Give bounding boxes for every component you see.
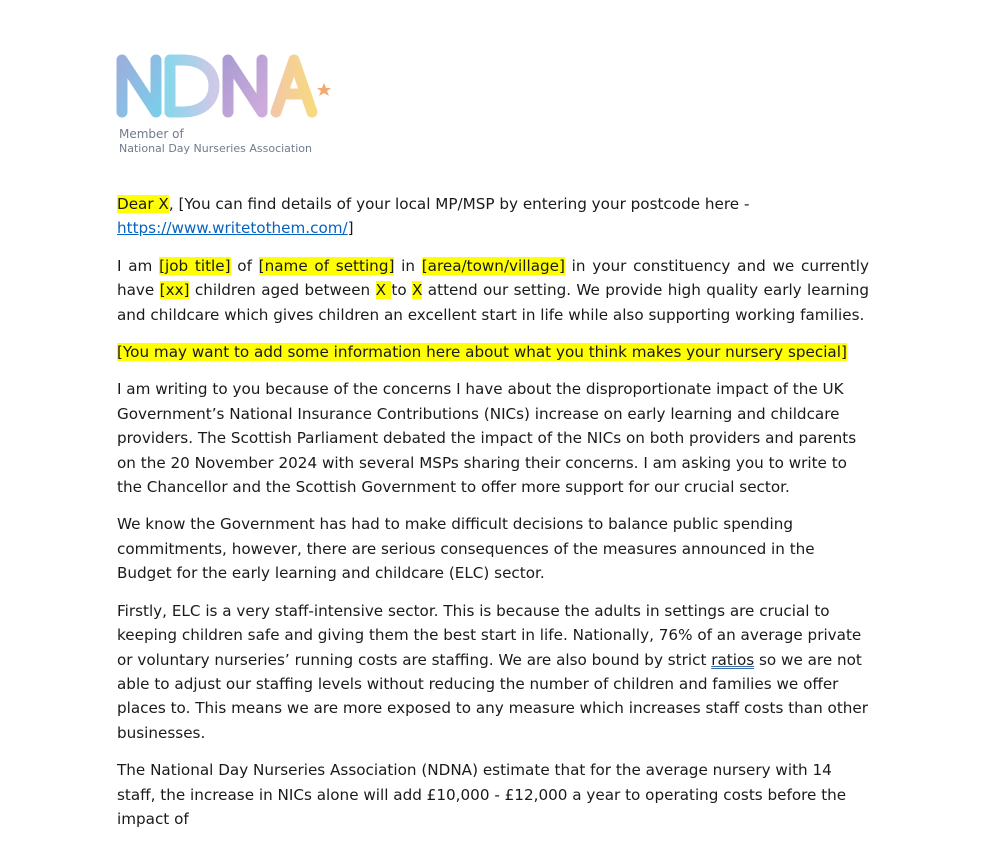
age-from-placeholder: X [375,281,392,300]
letter-body [117,192,869,844]
ndna-logo [116,50,336,160]
star-icon [317,83,331,96]
paragraph-special-placeholder [117,340,869,364]
logo-association-text: National Day Nurseries Association [119,142,312,155]
special-info-placeholder: [You may want to add some information here about what you think makes your nursery special] [117,343,847,362]
ndna-wordmark-graphic [116,50,336,122]
children-count-placeholder: [xx] [159,281,190,300]
writetothem-link[interactable]: https://www.writetothem.com/ [117,219,348,238]
intro-text-4: in your constituency and we currently have [117,256,869,300]
setting-name-placeholder: [name of setting] [258,256,395,275]
ratios-word: ratios [711,650,755,669]
salutation-close: ] [347,219,354,238]
dear-placeholder: Dear X [117,195,169,213]
age-to-placeholder: X [412,281,423,300]
paragraph-introduction [117,254,869,327]
paragraph-concerns: I am writing to you because of the concerns I have about the disproportionate impact of the UK Government’s National Insurance Contributions (NICs) increase on early learning and childcare providers. The Scottish Parliament debated the impact of the NICs on both providers and parents on the 20 November 2024 with several MSPs sharing their concerns. I am asking you to write to the Chancellor and the Scottish Government to offer more support for our crucial sector. [117,380,857,497]
intro-text-7: attend our setting. We provide high quality early learning and childcare which gives children an excellent start in life while also supporting working families. [117,281,869,324]
paragraph-salutation [117,192,869,241]
intro-text-3: in [394,256,422,275]
staff-text-2: so we are not able to adjust our staffing levels without reducing the number of children and families we offer places to. This means we are more exposed to any measure which increases staff costs than other businesses. [117,650,869,742]
paragraph-staff-intensive [117,599,869,745]
intro-text-2: of [230,256,259,275]
staff-text-1: Firstly, ELC is a very staff-intensive sector. This is because the adults in settings are crucial to keeping children safe and giving them the best start in life. Nationally, 76% of an average private or voluntary nurseries’ running costs are staffing. We are also bound by strict [117,601,862,669]
intro-text-1: I am [117,256,160,275]
area-placeholder: [area/town/village] [421,256,565,275]
intro-text-6: to [391,281,413,300]
job-title-placeholder: [job title] [159,256,231,275]
salutation-text: , [You can find details of your local MP/MSP by entering your postcode here - [168,195,750,213]
paragraph-government-decisions: We know the Government has had to make difficult decisions to balance public spending commitments, however, there are serious consequences of the measures announced in the Budget for the early learning and childcare (ELC) sector. [117,515,815,583]
paragraph-ndna-estimate: The National Day Nurseries Association (NDNA) estimate that for the average nursery with 14 staff, the increase in NICs alone will add £10,000 - £12,000 a year to operating costs before the impact of [117,761,847,828]
intro-text-5: children aged between [189,281,376,300]
logo-member-text: Member of [119,127,184,141]
